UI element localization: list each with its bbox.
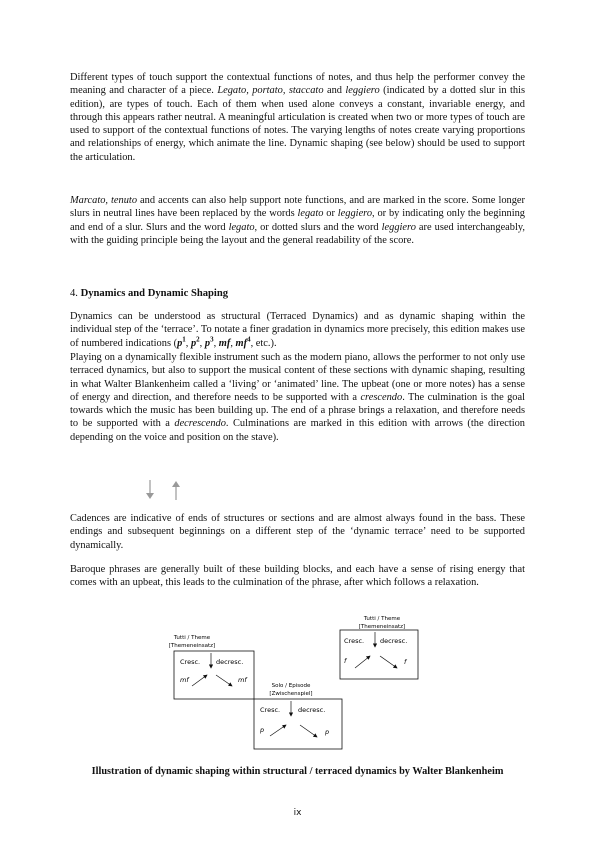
superscript: 4 bbox=[247, 335, 251, 344]
block-label: Tutti / Theme bbox=[363, 616, 401, 622]
dynamic-mark: mf bbox=[235, 337, 248, 349]
heading-title: Dynamics and Dynamic Shaping bbox=[80, 288, 229, 299]
text: Playing on a dynamically flexible instrument such as the modern piano, allows the performer to not only use terraced dynamics, but also to support the musical content of these sections with dynamic shaping, resulting in what Walter Blankenheim called a ‘living’ or ‘animated’ line. The upbeat (one or more notes) has a sense of energy and direction, and therefore needs to be supported with a bbox=[70, 352, 525, 403]
italic-text: legato bbox=[297, 208, 324, 220]
text: (indicated by a dotted slur in this edition), are types of touch. Each of them when used alone conveys a constant, invariable energy, and through this appears rather neutral. A meaningful articulation is created when two or more types of touch are used to support of the contextual functions of notes. The varying lengths of notes create varying proportions and relationships of energy, which animate the line. Dynamic shaping (see below) should be used to support the articulation. bbox=[70, 85, 526, 163]
paragraph-playing bbox=[70, 351, 525, 444]
dynamic-end: f bbox=[404, 658, 407, 666]
dynamic-start: p bbox=[260, 726, 265, 734]
diagram-block-tutti-left bbox=[169, 635, 254, 699]
dynamic-end: mf bbox=[238, 676, 247, 684]
text: are used interchangeably, with the guiding principle being the layout and the general readability of the score. bbox=[70, 221, 525, 246]
paragraph-marcato bbox=[70, 194, 525, 247]
block-label: Solo / Episode bbox=[271, 683, 311, 689]
dynamic-mark: p bbox=[204, 337, 211, 349]
arrow-up-icon bbox=[172, 481, 180, 500]
text: , etc.). bbox=[250, 337, 277, 349]
dynamic-mark: p bbox=[190, 337, 197, 349]
block-sublabel: [Themeneinsatz] bbox=[168, 643, 216, 649]
dynamic-end: p bbox=[325, 728, 330, 736]
cresc-label: Cresc. bbox=[344, 637, 365, 645]
paragraph-cadences: Cadences are indicative of ends of structures or sections and are almost always found in the bass. These endings and subsequent beginnings on a different step of the ‘dynamic terrace’ need to be supported dynamically. bbox=[70, 513, 525, 551]
superscript: 1 bbox=[182, 335, 186, 344]
text: and accents can also help support note functions, and are marked in the score. Some longer slurs in neutral lines have been replaced by the words bbox=[70, 195, 525, 220]
diagram-block-tutti-right bbox=[340, 616, 418, 679]
text: , or dotted slurs and the word bbox=[254, 221, 382, 233]
text: and bbox=[323, 85, 346, 97]
arrow-down-icon bbox=[146, 480, 154, 499]
italic-text: Legato, portato, staccato bbox=[217, 85, 324, 97]
italic-text: decrescendo bbox=[174, 418, 226, 430]
terraced-dynamics-diagram bbox=[160, 610, 420, 760]
text: , bbox=[185, 337, 191, 349]
text: Different types of touch support the contextual functions of notes, and thus help the performer convey the meaning and character of a piece. bbox=[70, 72, 525, 97]
block-sublabel: [Zwischenspiel] bbox=[269, 691, 313, 697]
italic-text: leggiero bbox=[337, 208, 373, 220]
dynamic-mark: mf bbox=[218, 337, 231, 349]
page-number: ix bbox=[293, 808, 302, 818]
text: or bbox=[323, 208, 338, 220]
section-heading bbox=[70, 288, 228, 299]
paragraph-touch bbox=[70, 71, 525, 164]
cresc-label: Cresc. bbox=[260, 706, 281, 714]
italic-text: leggiero bbox=[381, 221, 416, 233]
text: . Culminations are marked in this edition with arrows (the direction depending on the voice and position on the stave). bbox=[70, 418, 525, 443]
superscript: 2 bbox=[196, 335, 200, 344]
dynamic-mark: p bbox=[177, 337, 183, 349]
italic-text: legato bbox=[228, 221, 255, 233]
paragraph-dynamics bbox=[70, 310, 525, 350]
block-sublabel: [Themeneinsatz] bbox=[358, 624, 406, 630]
text: Dynamics can be understood as structural (Terraced Dynamics) and as dynamic shaping within the individual step of the ‘terrace’. To notate a finer gradation in dynamics more precisely, this edition makes use of numbered indications ( bbox=[70, 311, 525, 349]
decresc-label: decresc. bbox=[216, 658, 244, 666]
decresc-label: decresc. bbox=[380, 637, 408, 645]
culmination-arrows bbox=[140, 478, 190, 502]
figure-caption: Illustration of dynamic shaping within structural / terraced dynamics by Walter Blankenheim bbox=[91, 766, 504, 777]
text: , bbox=[199, 337, 205, 349]
italic-text: leggiero bbox=[345, 85, 380, 97]
paragraph-baroque: Baroque phrases are generally built of these building blocks, and each have a sense of rising energy that comes with an upbeat, this leads to the culmination of the phrase, after which follows a relaxation. bbox=[70, 564, 525, 589]
italic-text: crescendo bbox=[360, 391, 403, 403]
heading-number: 4. bbox=[70, 288, 81, 299]
text: , bbox=[213, 337, 219, 349]
superscript: 3 bbox=[210, 335, 214, 344]
cresc-label: Cresc. bbox=[180, 658, 201, 666]
dynamic-start: f bbox=[344, 657, 347, 665]
italic-text: Marcato, tenuto bbox=[70, 195, 138, 206]
text: , or by indicating only the beginning and end of a slur. Slurs and the word bbox=[70, 208, 525, 233]
diagram-block-solo bbox=[254, 683, 342, 749]
block-label: Tutti / Theme bbox=[173, 635, 211, 641]
text: , bbox=[230, 337, 236, 349]
text: . The culmination is the goal towards which the music has been building up. The end of a phrase brings a relaxation, and therefore needs to be supported with a bbox=[70, 391, 526, 430]
dynamic-start: mf bbox=[180, 676, 189, 684]
decresc-label: decresc. bbox=[298, 706, 326, 714]
